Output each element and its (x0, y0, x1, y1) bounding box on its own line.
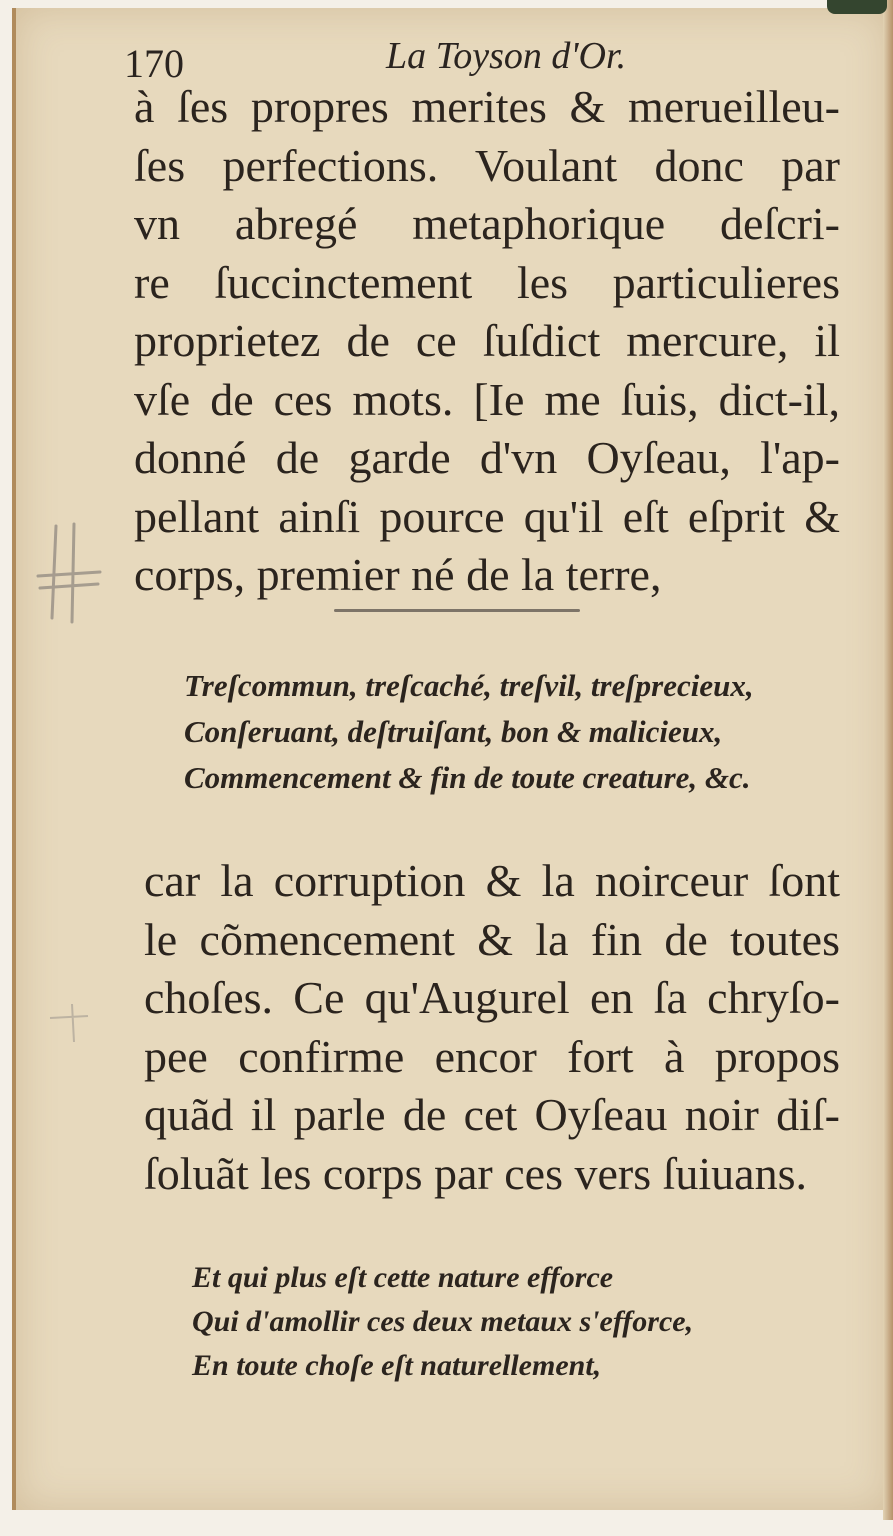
text-line: ſes perfections. Voulant donc par (134, 139, 840, 191)
verse-block-2 (192, 1256, 693, 1388)
text-line: quãd il parle de cet Oyſeau noir diſ- (144, 1089, 840, 1140)
verse-line: Commencement & fin de toute creature, &c. (184, 760, 751, 795)
text-line: pellant ainſi pource qu'il eſt eſprit & (134, 490, 840, 542)
text-line: car la corruption & la noirceur ſont (144, 855, 840, 906)
text-line: à ſes propres merites & merueilleu- (134, 81, 840, 132)
text-line: vn abregé metaphorique deſcri- (134, 198, 840, 249)
text-line: proprietez de ce ſuſdict mercure, il (134, 315, 840, 366)
pencil-underline (334, 609, 580, 612)
verse-line: Treſcommun, treſcaché, treſvil, treſprecieux, (184, 668, 754, 703)
text-line: vſe de ces mots. [Ie me ſuis, dict-il, (134, 373, 840, 425)
verse-line: Qui d'amollir ces deux metaux s'efforce, (192, 1305, 694, 1338)
text-line: corps, premier né de la terre, (134, 549, 662, 600)
running-title: La Toyson d'Or. (386, 35, 627, 77)
prose-paragraph-2 (144, 852, 840, 1203)
pencil-tick-icon (44, 998, 94, 1048)
text-line: donné de garde d'vn Oyſeau, l'ap- (134, 432, 840, 483)
text-line: pee confirme encor fort à propos (144, 1030, 840, 1082)
verse-line: Et qui plus eſt cette nature efforce (192, 1261, 614, 1294)
page-number: 170 (124, 41, 184, 86)
bookmark-ribbon (827, 0, 887, 14)
verse-block-1 (184, 663, 754, 801)
text-line: choſes. Ce qu'Augurel en ſa chryſo- (144, 972, 840, 1023)
verse-line: Conſeruant, deſtruiſant, bon & malicieux, (184, 714, 723, 749)
prose-paragraph-1 (134, 78, 840, 605)
book-page (12, 8, 891, 1510)
pencil-margin-mark-icon (34, 518, 104, 628)
verse-line: En toute choſe eſt naturellement, (192, 1349, 602, 1382)
text-line: ſoluãt les corps par ces vers ſuiuans. (144, 1147, 807, 1199)
text-line: re ſuccinctement les particulieres (134, 256, 840, 308)
page-edge (883, 0, 893, 1520)
text-line: le cõmencement & la fin de toutes (144, 913, 840, 965)
